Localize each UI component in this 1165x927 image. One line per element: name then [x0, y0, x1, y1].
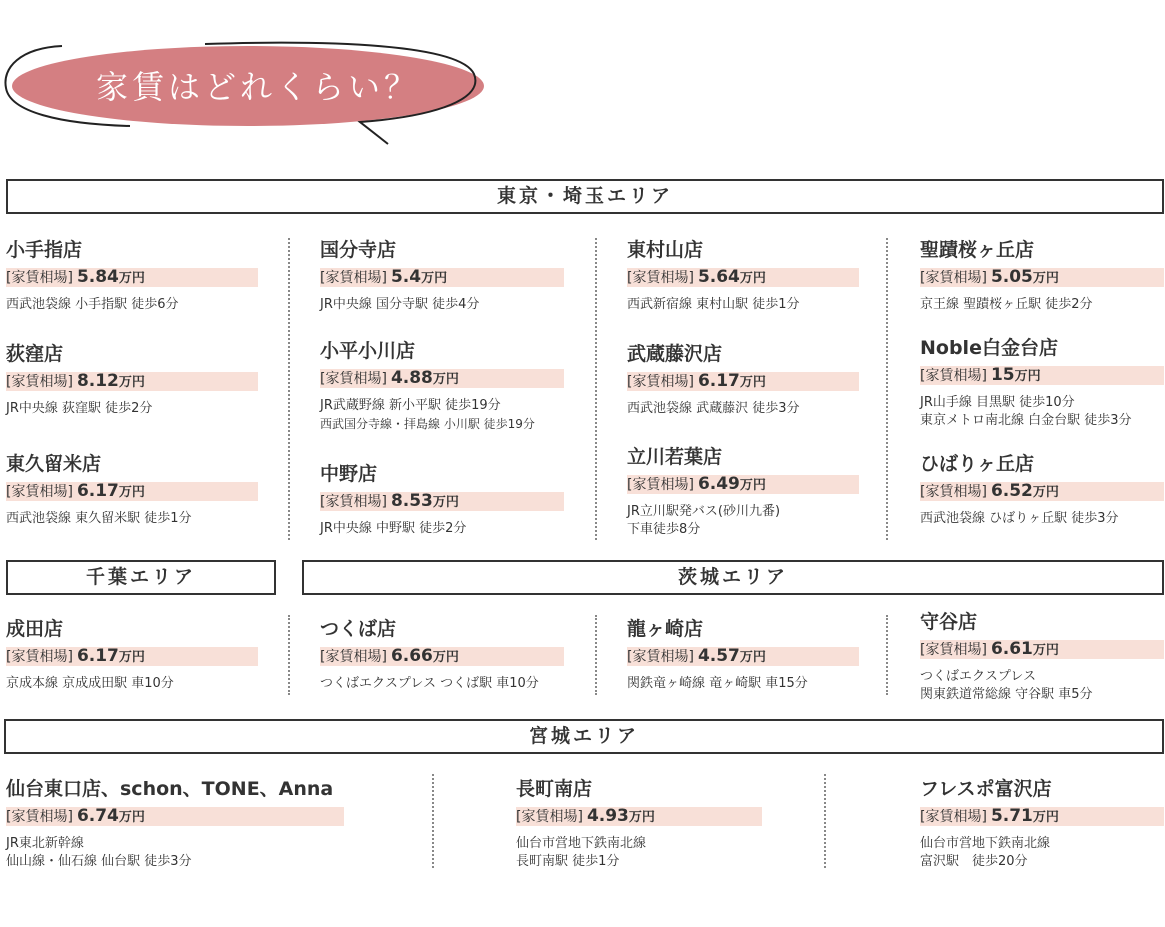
- access-line: つくばエクスプレス: [920, 669, 1036, 684]
- rent-badge: [6, 647, 258, 666]
- area-header-chiba: [6, 560, 276, 595]
- rent-price: 4.57: [697, 646, 740, 666]
- shop-card: [920, 333, 1164, 430]
- area-label: 茨城エリア: [677, 566, 788, 588]
- area-header-miyagi: [4, 719, 1164, 754]
- rent-label: [家賃相場]: [6, 649, 73, 665]
- rent-label: [家賃相場]: [920, 642, 987, 658]
- title-banner: [0, 40, 500, 150]
- shop-card: [627, 442, 859, 539]
- shop-card: [320, 235, 564, 314]
- access-info: [920, 394, 1164, 430]
- rent-price: 6.74: [76, 806, 119, 826]
- rent-label: [家賃相場]: [320, 494, 387, 510]
- area-header-ibaraki: [302, 560, 1164, 595]
- rent-label: [家賃相場]: [320, 649, 387, 665]
- access-info: [920, 668, 1164, 704]
- rent-label: [家賃相場]: [320, 371, 387, 387]
- shop-name: 小平小川店: [320, 340, 416, 362]
- rent-badge: [920, 482, 1164, 501]
- shop-card: [6, 774, 344, 871]
- rent-label: [家賃相場]: [627, 649, 694, 665]
- rent-badge: [6, 807, 344, 826]
- rent-unit: 万円: [1032, 485, 1059, 500]
- access-line: 西武池袋線 武蔵藤沢 徒歩3分: [627, 401, 800, 416]
- rent-badge: [6, 372, 258, 391]
- access-info: [627, 675, 859, 693]
- column-divider: [886, 615, 888, 695]
- access-line: 仙台市営地下鉄南北線: [516, 836, 647, 851]
- rent-price: 5.4: [390, 267, 422, 287]
- access-line: JR中央線 国分寺駅 徒歩4分: [320, 297, 480, 312]
- access-line: 仙山線・仙石線 仙台駅 徒歩3分: [6, 854, 192, 869]
- access-line: 西武新宿線 東村山駅 徒歩1分: [627, 297, 800, 312]
- rent-unit: 万円: [118, 271, 145, 286]
- rent-label: [家賃相場]: [6, 374, 73, 390]
- rent-unit: 万円: [739, 375, 766, 390]
- column-divider: [595, 238, 597, 540]
- rent-label: [家賃相場]: [627, 374, 694, 390]
- rent-badge: [920, 366, 1164, 385]
- rent-badge: [920, 807, 1164, 826]
- access-info: [627, 503, 859, 539]
- rent-badge: [920, 640, 1164, 659]
- rent-price: 15: [990, 365, 1015, 385]
- column-divider: [288, 238, 290, 540]
- rent-unit: 万円: [421, 271, 448, 286]
- access-info: [320, 296, 564, 314]
- access-info: [320, 520, 564, 538]
- rent-badge: [627, 475, 859, 494]
- rent-price: 5.05: [990, 267, 1033, 287]
- access-info: [320, 397, 564, 433]
- column-divider: [432, 774, 434, 868]
- rent-label: [家賃相場]: [6, 484, 73, 500]
- rent-unit: 万円: [739, 478, 766, 493]
- access-line: JR立川駅発バス(砂川九番): [627, 504, 781, 519]
- rent-label: [家賃相場]: [627, 270, 694, 286]
- rent-price: 8.12: [76, 371, 119, 391]
- shop-name: 荻窪店: [6, 343, 64, 365]
- rent-unit: 万円: [118, 650, 145, 665]
- rent-label: [家賃相場]: [920, 270, 987, 286]
- column-divider: [595, 615, 597, 695]
- shop-card: [627, 339, 859, 418]
- rent-label: [家賃相場]: [516, 809, 583, 825]
- shop-name: 中野店: [320, 463, 378, 485]
- access-line: 西武池袋線 ひばりヶ丘駅 徒歩3分: [920, 511, 1119, 526]
- rent-price: 4.93: [586, 806, 629, 826]
- rent-price: 6.66: [390, 646, 433, 666]
- rent-unit: 万円: [118, 375, 145, 390]
- shop-card: [920, 449, 1164, 528]
- shop-card: [320, 614, 564, 693]
- access-info: [627, 296, 859, 314]
- shop-card: [920, 235, 1164, 314]
- rent-badge: [320, 647, 564, 666]
- rent-label: [家賃相場]: [6, 809, 73, 825]
- access-info: [320, 675, 564, 693]
- shop-card: [6, 614, 258, 693]
- rent-unit: 万円: [432, 650, 459, 665]
- access-info: [6, 296, 258, 314]
- shop-name: つくば店: [320, 618, 397, 640]
- area-label: 東京・埼玉エリア: [496, 185, 673, 207]
- rent-price: 5.64: [697, 267, 740, 287]
- access-line: 西武池袋線 小手指駅 徒歩6分: [6, 297, 179, 312]
- rent-badge: [320, 369, 564, 388]
- rent-badge: [627, 647, 859, 666]
- access-line: つくばエクスプレス つくば駅 車10分: [320, 676, 539, 691]
- rent-price: 8.53: [390, 491, 433, 511]
- shop-name: 国分寺店: [320, 239, 397, 261]
- access-info: [920, 835, 1164, 871]
- access-info: [6, 510, 258, 528]
- rent-badge: [6, 268, 258, 287]
- access-line: 関鉄竜ヶ崎線 竜ヶ崎駅 車15分: [627, 676, 808, 691]
- rent-price: 6.17: [697, 371, 740, 391]
- rent-badge: [627, 372, 859, 391]
- shop-card: [920, 607, 1164, 704]
- access-line: JR武蔵野線 新小平駅 徒歩19分: [320, 398, 501, 413]
- rent-price: 6.17: [76, 646, 119, 666]
- shop-name: 立川若葉店: [627, 446, 723, 468]
- shop-name: ひばりヶ丘店: [920, 453, 1035, 475]
- column-divider: [886, 238, 888, 540]
- shop-name: 守谷店: [920, 611, 978, 633]
- access-line: 富沢駅 徒歩20分: [920, 854, 1028, 869]
- page-title: 家賃はどれくらい？: [96, 68, 421, 106]
- shop-name: 龍ヶ崎店: [627, 618, 704, 640]
- rent-label: [家賃相場]: [627, 477, 694, 493]
- rent-label: [家賃相場]: [320, 270, 387, 286]
- access-line: 西武池袋線 東久留米駅 徒歩1分: [6, 511, 192, 526]
- shop-name: 長町南店: [516, 778, 593, 800]
- shop-card: [6, 235, 258, 314]
- shop-card: [6, 339, 258, 418]
- shop-card: [627, 614, 859, 693]
- access-line: 西武国分寺線・拝島線 小川駅 徒歩19分: [320, 417, 535, 431]
- rent-price: 6.61: [990, 639, 1033, 659]
- shop-name: 東久留米店: [6, 453, 102, 475]
- access-info: [627, 400, 859, 418]
- access-info: [6, 400, 258, 418]
- rent-label: [家賃相場]: [920, 809, 987, 825]
- rent-badge: [627, 268, 859, 287]
- rent-price: 6.17: [76, 481, 119, 501]
- rent-price: 6.49: [697, 474, 740, 494]
- shop-card: [6, 449, 258, 528]
- rent-unit: 万円: [432, 495, 459, 510]
- rent-label: [家賃相場]: [6, 270, 73, 286]
- rent-unit: 万円: [1032, 810, 1059, 825]
- rent-badge: [320, 268, 564, 287]
- rent-price: 5.71: [990, 806, 1033, 826]
- access-line: 京成本線 京成成田駅 車10分: [6, 676, 174, 691]
- rent-unit: 万円: [118, 810, 145, 825]
- shop-card: [320, 459, 564, 538]
- access-info: [920, 510, 1164, 528]
- access-line: 長町南駅 徒歩1分: [516, 854, 620, 869]
- access-line: 東京メトロ南北線 白金台駅 徒歩3分: [920, 413, 1132, 428]
- access-line: JR中央線 荻窪駅 徒歩2分: [6, 401, 153, 416]
- rent-price: 5.84: [76, 267, 119, 287]
- shop-card: [920, 774, 1164, 871]
- access-line: 仙台市営地下鉄南北線: [920, 836, 1051, 851]
- access-line: 京王線 聖蹟桜ヶ丘駅 徒歩2分: [920, 297, 1093, 312]
- access-info: [516, 835, 762, 871]
- rent-label: [家賃相場]: [920, 484, 987, 500]
- rent-badge: [516, 807, 762, 826]
- shop-card: [320, 336, 564, 433]
- shop-name: 小手指店: [6, 239, 83, 261]
- rent-label: [家賃相場]: [920, 368, 987, 384]
- shop-name: 聖蹟桜ヶ丘店: [920, 239, 1035, 261]
- area-label: 千葉エリア: [85, 566, 196, 588]
- rent-unit: 万円: [432, 372, 459, 387]
- rent-unit: 万円: [739, 271, 766, 286]
- access-line: 関東鉄道常総線 守谷駅 車5分: [920, 687, 1093, 702]
- area-header-tokyo: [6, 179, 1164, 214]
- rent-badge: [320, 492, 564, 511]
- rent-unit: 万円: [739, 650, 766, 665]
- shop-name: フレスポ富沢店: [920, 778, 1052, 800]
- rent-unit: 万円: [1032, 643, 1059, 658]
- access-line: 下車徒歩8分: [627, 522, 701, 537]
- access-line: JR山手線 目黒駅 徒歩10分: [920, 395, 1075, 410]
- rent-unit: 万円: [1014, 369, 1041, 384]
- shop-name: 武蔵藤沢店: [627, 343, 723, 365]
- shop-card: [516, 774, 762, 871]
- rent-badge: [6, 482, 258, 501]
- rent-badge: [920, 268, 1164, 287]
- shop-name: 東村山店: [627, 239, 704, 261]
- shop-name: 成田店: [6, 618, 64, 640]
- access-line: JR東北新幹線: [6, 836, 84, 851]
- access-line: JR中央線 中野駅 徒歩2分: [320, 521, 467, 536]
- shop-name: 仙台東口店、schon、TONE、Anna: [6, 778, 334, 800]
- rent-price: 4.88: [390, 368, 433, 388]
- access-info: [6, 675, 258, 693]
- rent-unit: 万円: [1032, 271, 1059, 286]
- column-divider: [824, 774, 826, 868]
- rent-price: 6.52: [990, 481, 1033, 501]
- rent-unit: 万円: [628, 810, 655, 825]
- column-divider: [288, 615, 290, 695]
- shop-name: Noble白金台店: [920, 337, 1058, 359]
- area-label: 宮城エリア: [528, 725, 639, 747]
- shop-card: [627, 235, 859, 314]
- access-info: [6, 835, 344, 871]
- access-info: [920, 296, 1164, 314]
- rent-unit: 万円: [118, 485, 145, 500]
